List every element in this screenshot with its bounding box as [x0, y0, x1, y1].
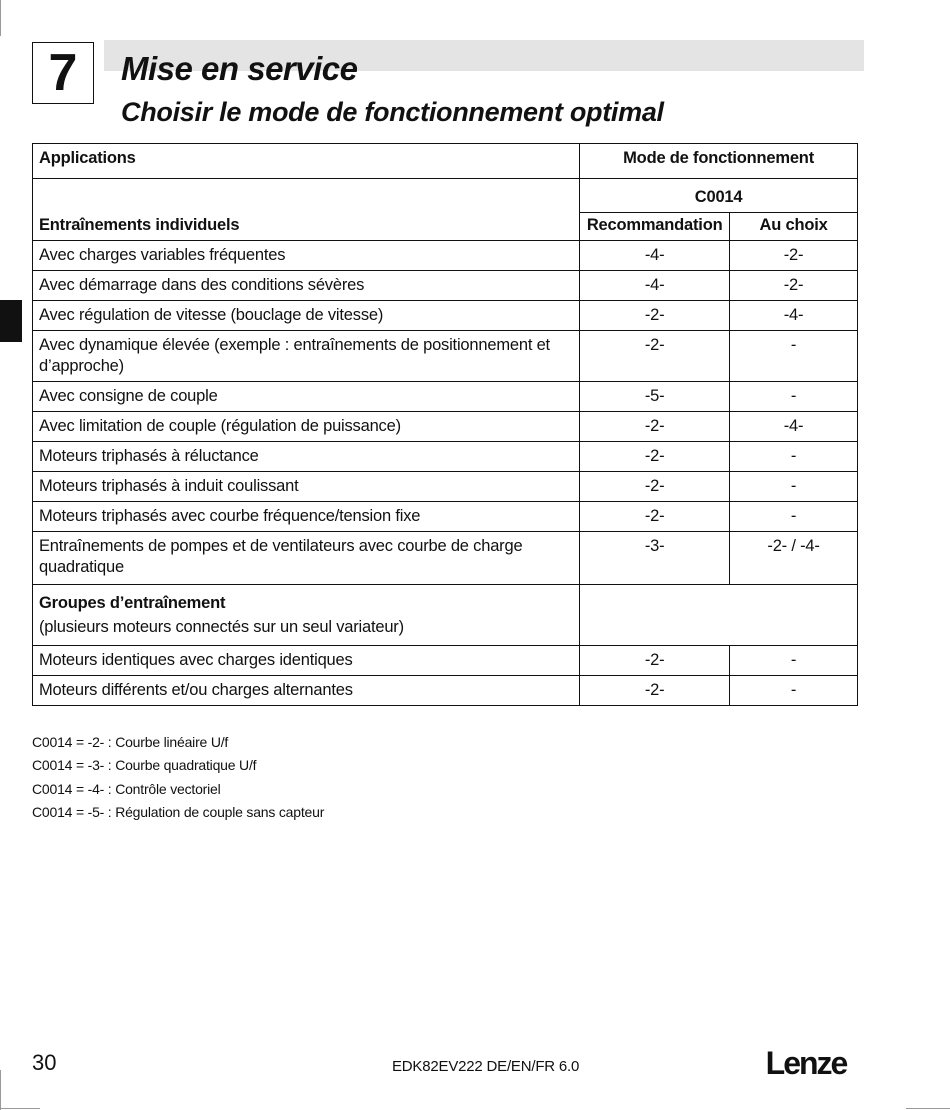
row-recommendation: -2-	[580, 331, 730, 382]
header-mode: Mode de fonctionnement	[580, 144, 858, 179]
row-label: Moteurs triphasés à induit coulissant	[33, 472, 580, 502]
section-drive-groups-note: (plusieurs moteurs connectés sur un seul variateur)	[39, 618, 404, 636]
table-row	[33, 676, 858, 706]
row-recommendation: -4-	[580, 241, 730, 271]
lenze-logo-text: Lenze	[765, 1045, 847, 1081]
row-recommendation: -2-	[580, 646, 730, 676]
chapter-number-box	[32, 42, 94, 104]
table-row	[33, 472, 858, 502]
crop-mark-bottom-right-h	[906, 1108, 950, 1109]
row-label: Avec régulation de vitesse (bouclage de vitesse)	[33, 301, 580, 331]
table-row	[33, 532, 858, 585]
row-choice: -2-	[730, 241, 858, 271]
page-number: 30	[32, 1050, 57, 1075]
row-choice: -	[730, 382, 858, 412]
table-row	[33, 442, 858, 472]
table-row	[33, 502, 858, 532]
row-choice: -	[730, 331, 858, 382]
row-choice: -4-	[730, 412, 858, 442]
page-title: Mise en service	[121, 50, 358, 87]
table-row	[33, 412, 858, 442]
crop-mark-bottom-left-h	[0, 1108, 40, 1109]
table-header-row	[33, 144, 858, 179]
table-row	[33, 646, 858, 676]
row-label: Avec démarrage dans des conditions sévères	[33, 271, 580, 301]
section-individual-drives: Entraînements individuels	[33, 179, 580, 241]
row-choice: -	[730, 472, 858, 502]
lenze-logo	[758, 1042, 854, 1082]
row-recommendation: -2-	[580, 412, 730, 442]
table-row	[33, 331, 858, 382]
section-drive-groups-title: Groupes d’entraînement	[39, 594, 226, 612]
row-label: Avec limitation de couple (régulation de puissance)	[33, 412, 580, 442]
row-choice: -	[730, 502, 858, 532]
row-label: Moteurs identiques avec charges identiques	[33, 646, 580, 676]
legend-item: C0014 = -4- : Contrôle vectoriel	[32, 780, 221, 797]
table-row	[33, 271, 858, 301]
page-subtitle: Choisir le mode de fonctionnement optimal	[121, 97, 664, 127]
header-applications: Applications	[33, 144, 580, 179]
table-section-row	[33, 585, 858, 646]
row-choice: -	[730, 646, 858, 676]
legend	[32, 731, 324, 824]
row-label: Avec charges variables fréquentes	[33, 241, 580, 271]
row-choice: -	[730, 442, 858, 472]
row-label: Avec dynamique élevée (exemple : entraînements de positionnement et d’approche)	[33, 331, 580, 382]
row-choice: -2- / -4-	[730, 532, 858, 585]
legend-item: C0014 = -5- : Régulation de couple sans capteur	[32, 803, 325, 820]
row-label: Moteurs triphasés à réluctance	[33, 442, 580, 472]
row-choice: -	[730, 676, 858, 706]
operating-mode-table	[32, 143, 858, 706]
header-recommendation: Recommandation	[580, 213, 730, 241]
row-choice: -2-	[730, 271, 858, 301]
row-label: Moteurs triphasés avec courbe fréquence/tension fixe	[33, 502, 580, 532]
header-choice: Au choix	[730, 213, 858, 241]
row-recommendation: -3-	[580, 532, 730, 585]
row-choice: -4-	[730, 301, 858, 331]
table-subheader-row-1	[33, 179, 858, 213]
row-recommendation: -2-	[580, 301, 730, 331]
crop-mark-bottom-left-v	[0, 1070, 1, 1110]
row-recommendation: -5-	[580, 382, 730, 412]
section-drive-groups	[33, 585, 580, 646]
row-label: Avec consigne de couple	[33, 382, 580, 412]
table-row	[33, 301, 858, 331]
header-code: C0014	[580, 179, 858, 213]
crop-mark-top-left	[0, 0, 1, 36]
row-recommendation: -2-	[580, 472, 730, 502]
row-recommendation: -2-	[580, 502, 730, 532]
table-row	[33, 241, 858, 271]
row-label: Moteurs différents et/ou charges alternantes	[33, 676, 580, 706]
chapter-side-tab	[0, 300, 22, 342]
document-reference: EDK82EV222 DE/EN/FR 6.0	[392, 1058, 580, 1075]
legend-item: C0014 = -3- : Courbe quadratique U/f	[32, 757, 257, 774]
legend-item: C0014 = -2- : Courbe linéaire U/f	[32, 734, 229, 750]
row-recommendation: -2-	[580, 442, 730, 472]
row-recommendation: -4-	[580, 271, 730, 301]
chapter-number: 7	[48, 44, 78, 102]
row-label: Entraînements de pompes et de ventilateurs avec courbe de charge quadratique	[33, 532, 580, 585]
table-row	[33, 382, 858, 412]
section-drive-groups-empty	[580, 585, 858, 646]
row-recommendation: -2-	[580, 676, 730, 706]
